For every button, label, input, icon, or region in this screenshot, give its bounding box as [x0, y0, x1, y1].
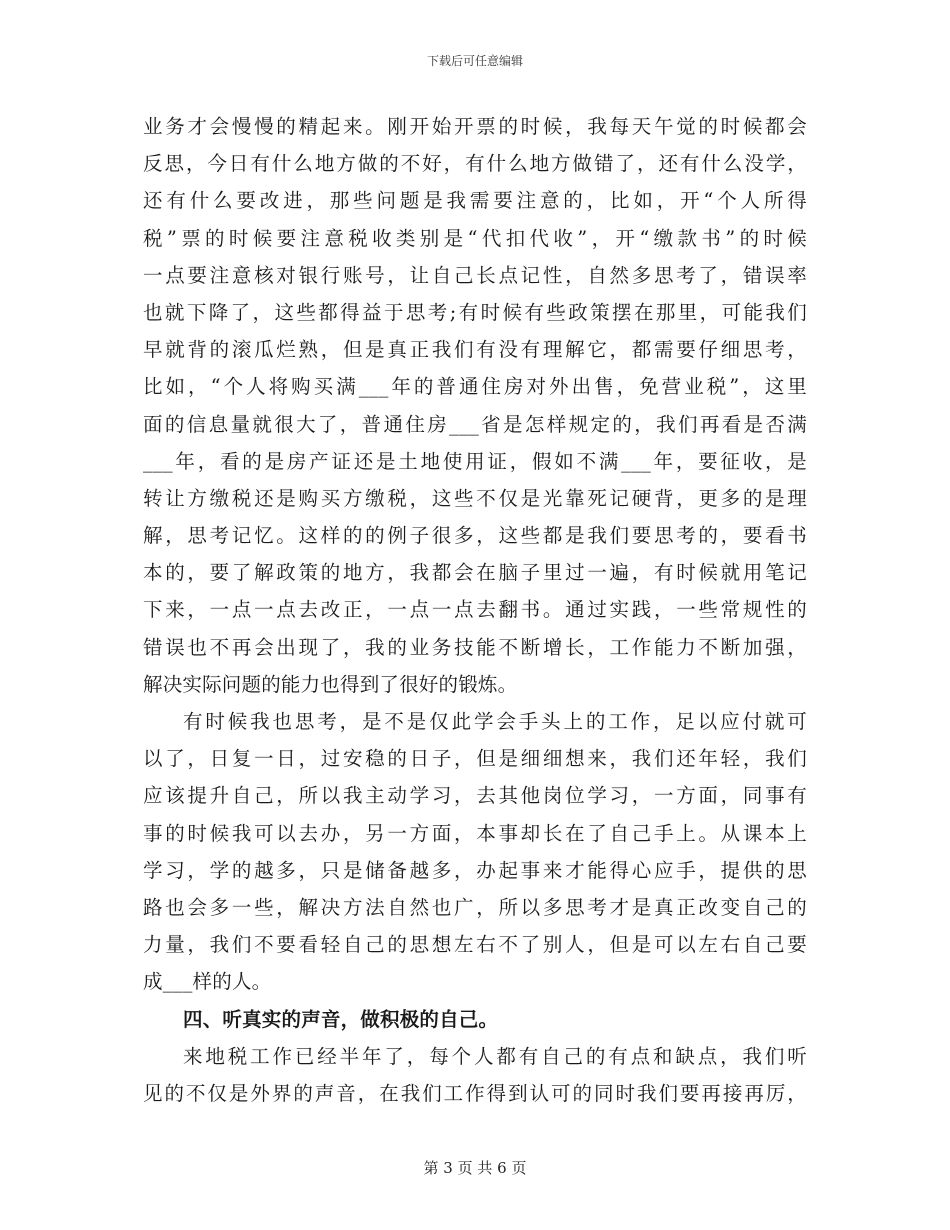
text-line: 解决实际问题的能力也得到了很好的锻炼。: [143, 672, 518, 696]
text-line: 应该提升自己，所以我主动学习，去其他岗位学习，一方面，同事有: [143, 784, 807, 808]
page-number: 第 3 页 共 6 页: [423, 1159, 527, 1177]
text-line: 还有什么要改进，那些问题是我需要注意的，比如，开“个人所得: [143, 189, 807, 213]
text-line: 也就下降了，这些都得益于思考;有时候有些政策摆在那里，可能我们: [143, 300, 807, 324]
section-heading: 四、听真实的声音，做积极的自己。: [183, 1007, 499, 1031]
document-body: [143, 108, 807, 1112]
text-line: 本的，要了解政策的地方，我都会在脑子里过一遍，有时候就用笔记: [143, 561, 807, 585]
text-line: 转让方缴税还是购买方缴税，这些不仅是光靠死记硬背，更多的是理: [143, 486, 807, 510]
text-line: 反思，今日有什么地方做的不好，有什么地方做错了，还有什么没学，: [143, 152, 807, 176]
text-line: 错误也不再会出现了，我的业务技能不断增长，工作能力不断加强，: [143, 635, 807, 659]
text-line: 下来，一点一点去改正，一点一点去翻书。通过实践，一些常规性的: [143, 598, 807, 622]
text-line: 面的信息量就很大了，普通住房___省是怎样规定的，我们再看是否满: [143, 412, 807, 436]
text-line: 税”票的时候要注意税收类别是“代扣代收”，开“缴款书”的时候: [143, 226, 807, 250]
text-line: 学习，学的越多，只是储备越多，办起事来才能得心应手，提供的思: [143, 858, 807, 882]
text-line: 事的时候我可以去办，另一方面，本事却长在了自己手上。从课本上: [143, 821, 807, 845]
text-line: 以了，日复一日，过安稳的日子，但是细细想来，我们还年轻，我们: [143, 747, 807, 771]
text-line: 解，思考记忆。这样的的例子很多，这些都是我们要思考的，要看书: [143, 524, 807, 548]
text-line: 力量，我们不要看轻自己的思想左右不了别人，但是可以左右自己要: [143, 933, 807, 957]
text-line: 成___样的人。: [143, 970, 272, 994]
text-line: 来地税工作已经半年了，每个人都有自己的有点和缺点，我们听: [183, 1044, 807, 1068]
text-line: 有时候我也思考，是不是仅此学会手头上的工作，足以应付就可: [183, 710, 807, 733]
text-line: ___年，看的是房产证还是土地使用证，假如不满___年，要征收，是: [143, 449, 807, 473]
text-line: 比如，“个人将购买满___年的普通住房对外出售，免营业税”，这里: [143, 375, 807, 399]
text-line: 一点要注意核对银行账号，让自己长点记性，自然多思考了，错误率: [143, 263, 807, 287]
page-header: 下载后可任意编辑: [426, 54, 523, 68]
text-line: 见的不仅是外界的声音，在我们工作得到认可的同时我们要再接再厉，: [143, 1081, 807, 1105]
text-line: 业务才会慢慢的精起来。刚开始开票的时候，我每天午觉的时候都会: [143, 115, 807, 138]
text-line: 早就背的滚瓜烂熟，但是真正我们有没有理解它，都需要仔细思考，: [143, 338, 807, 362]
text-line: 路也会多一些，解决方法自然也广，所以多思考才是真正改变自己的: [143, 895, 807, 919]
